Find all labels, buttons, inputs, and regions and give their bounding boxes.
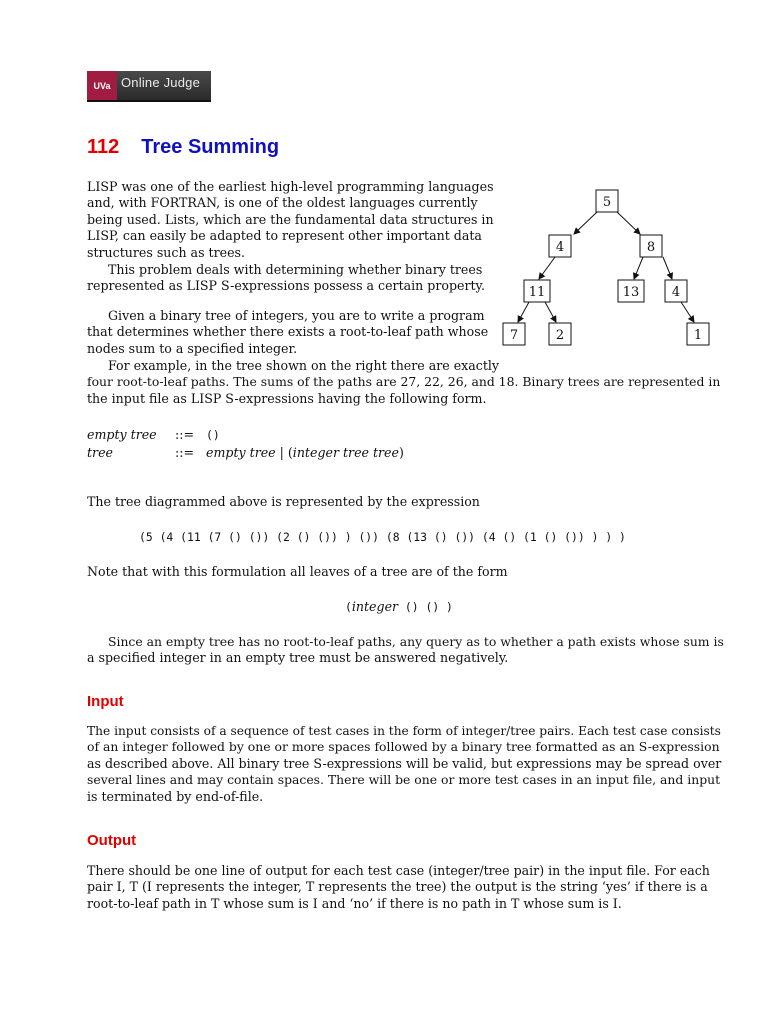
leaf-form-part: ( [345, 600, 352, 614]
text-line: a specified integer in an empty tree must be answered negatively. [87, 650, 509, 666]
tree-node-label: 4 [671, 285, 681, 300]
text-line: is terminated by end-of-file. [87, 788, 264, 804]
text-line: Since an empty tree has no root-to-leaf paths, any query as to whether a path exists whose sum is [108, 634, 724, 649]
tree-edge [663, 257, 672, 279]
task-paragraph [87, 308, 488, 357]
text-line: of an integer followed by one or more spaces followed by a binary tree formatted as an S-expression [87, 739, 720, 755]
tree-edge [634, 257, 643, 279]
binary-tree-diagram [495, 188, 720, 350]
text-line: Given a binary tree of integers, you are to write a program [108, 308, 485, 323]
grammar-operator: ::= [175, 427, 195, 442]
text-line: being used. Lists, which are the fundamental data structures in [87, 211, 494, 227]
text-line: several lines and may contain spaces. There will be one or more test cases in an input file, and input [87, 772, 721, 788]
text-line: as described above. All binary tree S-expressions will be valid, but expressions may be spread over [87, 755, 722, 771]
tree-edge [539, 257, 555, 279]
grammar-term: tree tree [338, 445, 399, 460]
grammar-rhs [206, 444, 404, 462]
logo-name: Online Judge [121, 75, 201, 90]
tree-edges [518, 212, 694, 322]
input-paragraph [87, 723, 722, 805]
grammar-lhs: empty tree [87, 427, 157, 442]
tree-edge [518, 302, 529, 322]
tree-edge [574, 212, 597, 234]
text-line: LISP was one of the earliest high-level programming languages [87, 179, 494, 194]
grammar-term: empty tree [206, 445, 276, 460]
empty-tree-paragraph [87, 634, 724, 667]
sexpression-example: (5 (4 (11 (7 () ()) (2 () ()) ) ()) (8 (13 () ()) (4 () (1 () ()) ) ) ) [139, 530, 626, 544]
grammar-term: integer [292, 445, 339, 460]
tree-edge [681, 302, 694, 322]
text-line: structures such as trees. [87, 244, 245, 260]
tree-node-label: 7 [509, 328, 519, 343]
intro-paragraph [87, 179, 494, 261]
text-line: that determines whether there exists a root-to-leaf path whose [87, 324, 489, 340]
tree-node-label: 5 [602, 195, 612, 210]
text-line: nodes sum to a specified integer. [87, 340, 298, 356]
tree-node-label: 1 [693, 328, 703, 343]
text-line: This problem deals with determining whether binary trees [108, 262, 483, 277]
diagrammed-sentence: The tree diagrammed above is represented by the expression [87, 494, 480, 509]
problem-name: Tree Summing [141, 136, 280, 158]
text-line: four root-to-leaf paths. The sums of the paths are 27, 22, 26, and 18. Binary trees are represented in [87, 374, 721, 390]
text-line: root-to-leaf path in T whose sum is I and ‘no’ if there is no path in T whose sum is I. [87, 895, 622, 911]
text-line: represented as LISP S-expressions possess a certain property. [87, 278, 485, 294]
text-line: The input consists of a sequence of test cases in the form of integer/tree pairs. Each test case consists [87, 724, 721, 738]
leaf-form-part: () () ) [398, 600, 453, 614]
output-heading: Output [87, 832, 137, 849]
logo-badge: UVa [87, 71, 117, 100]
example-paragraph [87, 358, 721, 407]
problem-title [87, 136, 279, 159]
text-line: For example, in the tree shown on the right there are exactly [108, 358, 500, 373]
leaves-note: Note that with this formulation all leaves of a tree are of the form [87, 564, 508, 579]
tree-node-label: 8 [646, 240, 656, 255]
output-paragraph [87, 863, 717, 912]
tree-node-label: 11 [528, 285, 546, 300]
grammar-lhs: tree [87, 445, 113, 460]
leaf-form [345, 599, 453, 615]
input-heading: Input [87, 693, 124, 710]
text-line: the input file as LISP S-expressions having the following form. [87, 390, 487, 406]
tree-node-label: 4 [555, 240, 565, 255]
text-line: and, with FORTRAN, is one of the oldest languages currently [87, 195, 478, 211]
leaf-form-part: integer [351, 599, 399, 614]
tree-node-label: 13 [622, 285, 640, 300]
tree-edge [617, 212, 640, 234]
text-line: pair I, T (I represents the integer, T represents the tree) the output is the string ‘yes’ if there is a [87, 879, 708, 895]
tree-edge [545, 302, 556, 322]
text-line: LISP, can easily be adapted to represent other important data [87, 228, 482, 244]
tree-node-label: 2 [555, 328, 565, 343]
grammar-rhs: () [206, 428, 220, 442]
property-paragraph [87, 262, 485, 295]
uva-online-judge-logo[interactable] [87, 71, 211, 102]
text-line: There should be one line of output for each test case (integer/tree pair) in the input file. For each [87, 863, 710, 878]
grammar-term: | ( [275, 445, 293, 460]
grammar-operator: ::= [175, 445, 195, 460]
problem-number: 112 [87, 136, 120, 158]
grammar-term: ) [398, 445, 404, 460]
